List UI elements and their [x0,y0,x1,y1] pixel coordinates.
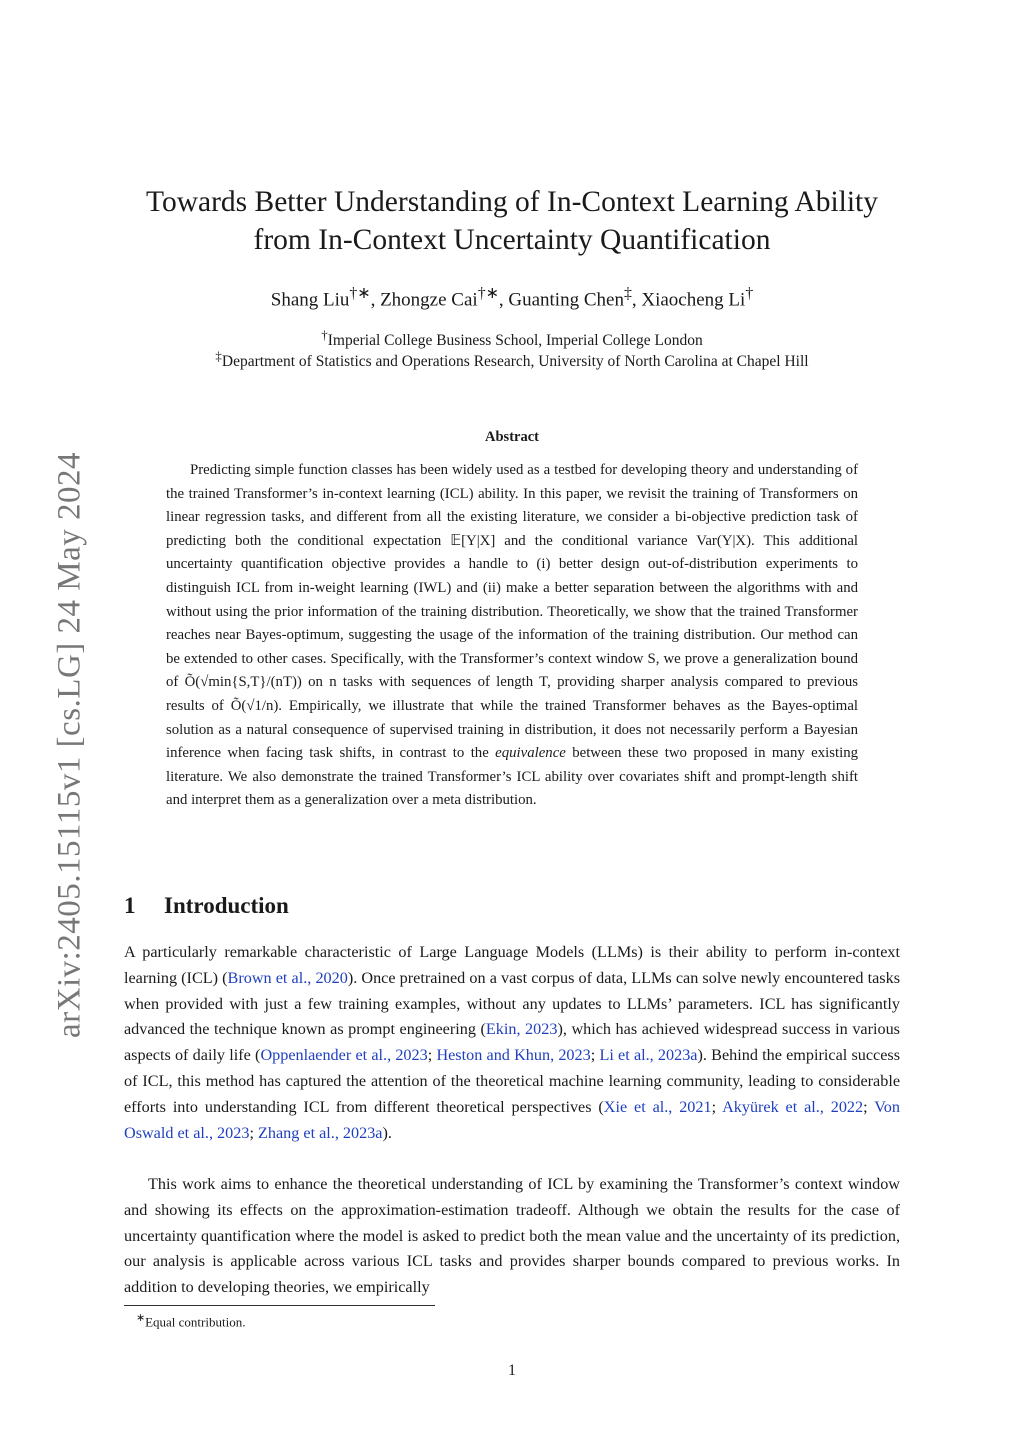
citation-link[interactable]: Akyürek et al., 2022 [722,1097,864,1116]
author-list: Shang Liu†∗, Zhongze Cai†∗, Guanting Chen‡, Xiaocheng Li† [270,285,754,311]
intro-paragraph-1: A particularly remarkable characteristic of Large Language Models (LLMs) is their ability to perform in-context learning (ICL) (Brown et al., 2020). Once pretrained on a vast corpus of data, LLMs can solve newly encountered tasks when provided with just a few training examples, without any updates to LLMs’ parameters. ICL has significantly advanced the technique known as prompt engineering (Ekin, 2023), which has achieved widespread success in various aspects of daily life (Oppenlaender et al., 2023; Heston and Khun, 2023; Li et al., 2023a). Behind the empirical success of ICL, this method has captured the attention of the theoretical machine learning community, leading to considerable efforts into understanding ICL from different theoretical perspectives (Xie et al., 2021; Akyürek et al., 2022; Von Oswald et al., 2023; Zhang et al., 2023a). [124,943,901,1142]
author-4-mark: † [745,285,754,302]
section-number: 1 [124,893,136,918]
abstract-text: Predicting simple function classes has been widely used as a testbed for developing theory and understanding of the trained Transformer’s in-context learning (ICL) ability. In this paper, we revisit the training of Transformers on linear regression tasks, and different from all the existing literature, we consider a bi-objective prediction task of predicting both the conditional expectation 𝔼[Y|X] and the conditional variance Var(Y|X). This additional uncertainty quantification objective provides a handle to (i) better design out-of-distribution experiments to distinguish ICL from in-weight learning (IWL) and (ii) make a better separation between the algorithms with and without using the prior information of the training distribution. Theoretically, we show that the trained Transformer reaches near Bayes-optimum, suggesting the usage of the information of the training distribution. Our method can be extended to other cases. Specifically, with the Transformer’s context window S, we prove a generalization bound of Õ(√min{S,T}/(nT)) on n tasks with sequences of length T, providing sharper analysis compared to previous results of Õ(√1/n). Empirically, we illustrate that while the trained Transformer behaves as the Bayes-optimal solution as a natural consequence of supervised training in distribution, it does not necessarily perform a Bayesian inference when facing task shifts, in contrast to the equivalence between these two proposed in many existing literature. We also demonstrate the trained Transformer’s ICL ability over covariates shift and prompt-length shift and interpret them as a generalization over a meta distribution. [166,462,858,809]
section-heading-introduction [124,893,289,919]
affiliation-1: †Imperial College Business School, Imperial College London [321,327,703,350]
section-title: Introduction [164,893,289,918]
paper-title [0,183,1024,259]
author-2: Zhongze Cai [380,289,478,311]
author-3-mark: ‡ [623,285,632,302]
citation-link[interactable]: Zhang et al., 2023a [257,1123,383,1142]
abstract-heading: Abstract [485,429,539,445]
citation-link[interactable]: Oppenlaender et al., 2023 [260,1046,428,1065]
arxiv-identifier-stamp: arXiv:2405.15115v1 [cs.LG] 24 May 2024 [51,451,88,1039]
author-4: Xiaocheng Li [641,289,746,311]
citation-link[interactable]: Heston and Khun, 2023 [436,1046,591,1065]
citation-link[interactable]: Ekin, 2023 [485,1020,558,1039]
author-1: Shang Liu [270,289,350,311]
affiliation-2: ‡Department of Statistics and Operations Research, University of North Carolina at Chapel Hill [215,348,809,371]
citation-link[interactable]: Li et al., 2023a [599,1046,698,1065]
intro-paragraph-2: This work aims to enhance the theoretical understanding of ICL by examining the Transformer’s context window and showing its effects on the approximation-estimation tradeoff. Although we obtain the results for the case of uncertainty quantification where the model is asked to predict both the mean value and the uncertainty of its prediction, our analysis is applicable across various ICL tasks and provides sharper bounds compared to previous works. In addition to developing theories, we empirically [124,1175,900,1297]
footnote-divider [124,1305,435,1306]
author-3: Guanting Chen [508,289,624,311]
author-1-mark: †∗ [349,285,371,302]
title-line-2: from In-Context Uncertainty Quantification [253,224,771,256]
footnote-equal-contribution: ∗Equal contribution. [136,1312,246,1330]
page-number: 1 [508,1362,516,1379]
citation-link[interactable]: Brown et al., 2020 [227,968,348,987]
citation-link[interactable]: Von Oswald et al., 2023 [124,1097,900,1142]
author-2-mark: †∗ [477,285,499,302]
citation-link[interactable]: Xie et al., 2021 [603,1097,712,1116]
title-line-1: Towards Better Understanding of In-Context Learning Ability [146,186,878,218]
